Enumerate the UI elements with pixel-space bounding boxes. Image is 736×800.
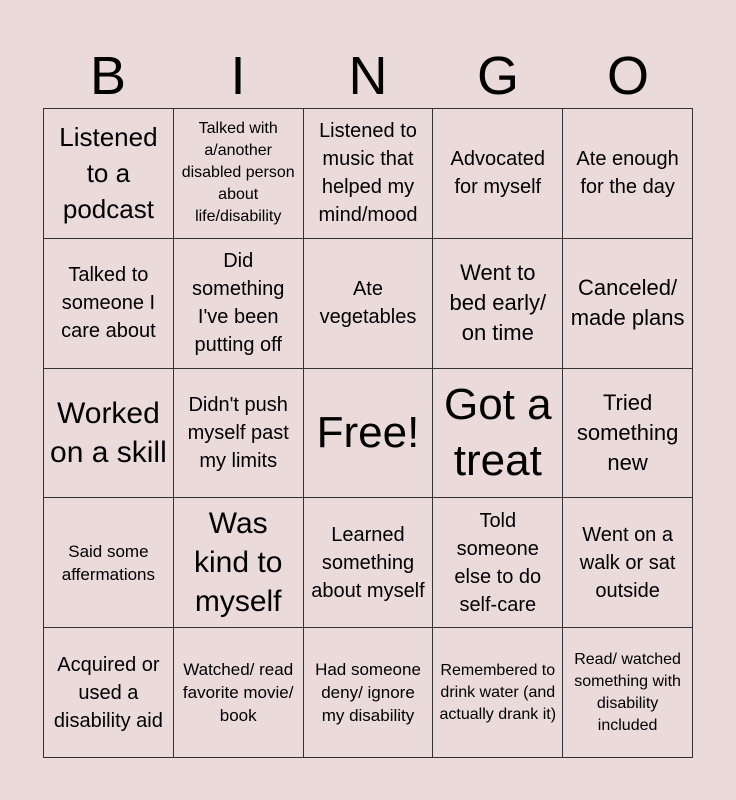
cell-label: Told someone else to do self-care (454, 509, 542, 616)
bingo-cell[interactable] (433, 109, 563, 239)
cell-label: Ate vegetables (319, 278, 417, 329)
cell-label: Said some affermations (61, 541, 156, 584)
bingo-cell[interactable] (563, 239, 693, 369)
cell-label: Worked on a skill (50, 396, 167, 469)
bingo-cell[interactable] (563, 109, 693, 239)
free-label: Free! (316, 407, 420, 457)
cell-label: Learned something about myself (311, 523, 425, 602)
cell-label: Remembered to drink water (and actually drank it) (439, 661, 557, 723)
cell-label: Read/ watched something with disability included (574, 650, 681, 734)
header-letter-g: G (476, 46, 519, 106)
bingo-cell[interactable] (174, 239, 304, 369)
header-letter-o: O (606, 46, 649, 106)
cell-label: Advocated for myself (450, 148, 546, 199)
cell-label: Canceled/ made plans (570, 275, 685, 331)
cell-label: Talked to someone I care about (61, 264, 156, 343)
cell-label: Tried something new (576, 389, 679, 475)
header-letter-i: I (230, 46, 246, 106)
cell-label: Ate enough for the day (576, 148, 679, 199)
bingo-cell[interactable] (433, 369, 563, 499)
bingo-cell[interactable] (433, 498, 563, 628)
bingo-cell[interactable] (174, 369, 304, 499)
bingo-cell[interactable] (174, 628, 304, 758)
cell-label: Did something I've been putting off (192, 250, 285, 357)
free-cell[interactable] (304, 369, 434, 499)
bingo-cell[interactable] (174, 498, 304, 628)
bingo-cell[interactable] (304, 109, 434, 239)
cell-label: Acquired or used a disability aid (53, 653, 163, 732)
header-letter-b: B (89, 46, 127, 106)
cell-label: Listened to music that helped my mind/mood (318, 120, 418, 227)
cell-label: Had someone deny/ ignore my disability (315, 660, 421, 726)
bingo-cell[interactable] (44, 628, 174, 758)
bingo-cell[interactable] (433, 239, 563, 369)
bingo-cell[interactable] (433, 628, 563, 758)
bingo-cell[interactable] (563, 369, 693, 499)
cell-label: Didn't push myself past my limits (187, 393, 289, 472)
header-letter-n: N (348, 46, 388, 106)
cell-label: Talked with a/another disabled person about life/disability (181, 120, 295, 226)
bingo-cell[interactable] (44, 109, 174, 239)
bingo-cell[interactable] (44, 369, 174, 499)
bingo-cell[interactable] (44, 239, 174, 369)
bingo-cell[interactable] (563, 498, 693, 628)
bingo-grid (43, 108, 693, 758)
cell-label: Watched/ read favorite movie/ book (182, 660, 294, 726)
bingo-cell[interactable] (174, 109, 304, 239)
cell-label: Was kind to myself (194, 507, 283, 619)
cell-label: Got a treat (443, 379, 552, 485)
bingo-header (43, 44, 693, 108)
bingo-cell[interactable] (44, 498, 174, 628)
bingo-cell[interactable] (304, 239, 434, 369)
bingo-cell[interactable] (304, 628, 434, 758)
bingo-cell[interactable] (563, 628, 693, 758)
cell-label: Went on a walk or sat outside (579, 523, 676, 602)
bingo-cell[interactable] (304, 498, 434, 628)
cell-label: Went to bed early/ on time (449, 260, 547, 346)
cell-label: Listened to a podcast (59, 122, 158, 225)
